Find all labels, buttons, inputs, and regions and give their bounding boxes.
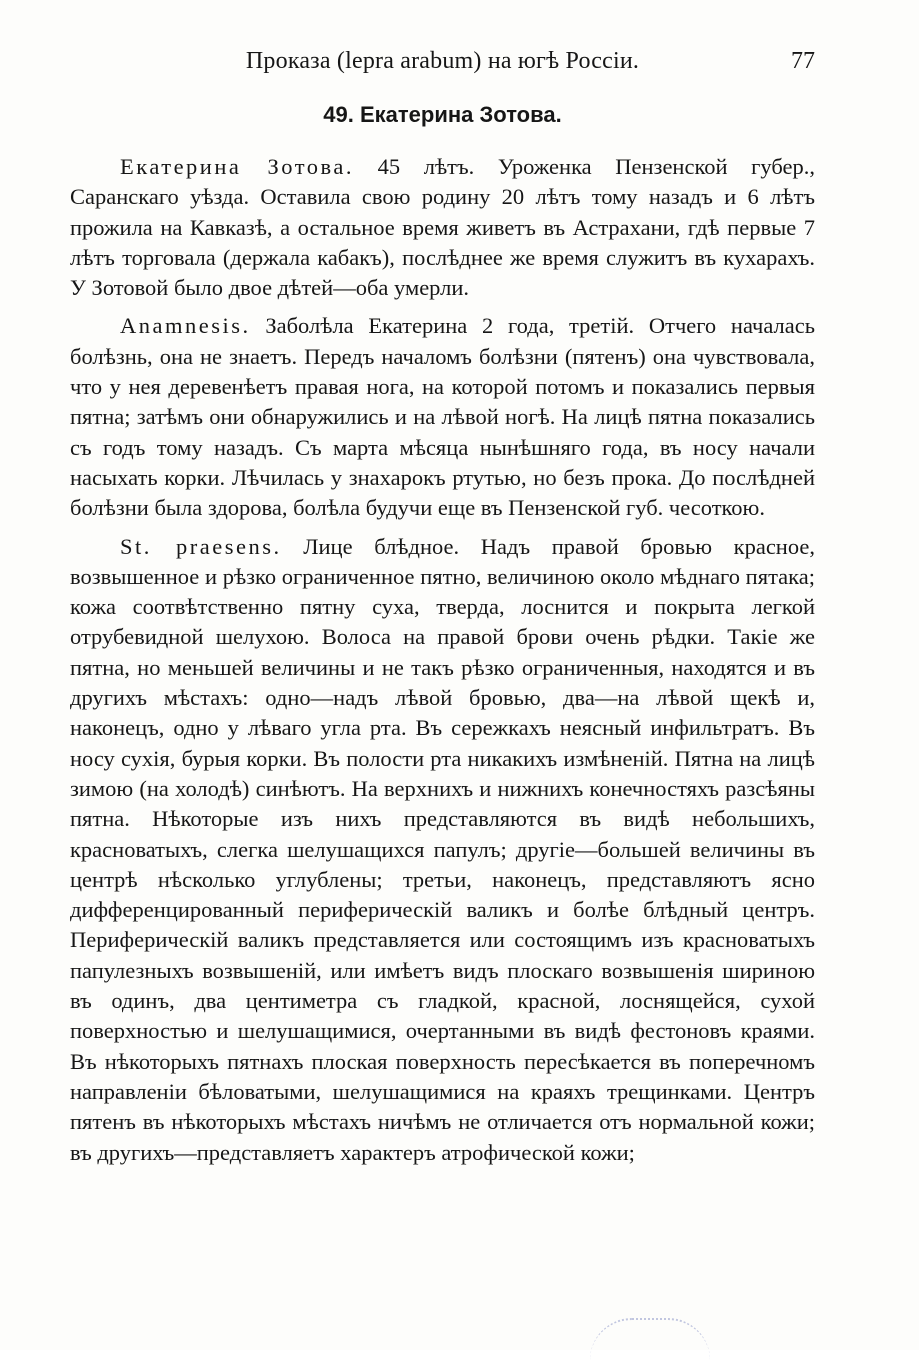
library-stamp-fragment <box>590 1318 710 1360</box>
paragraph-status-praesens-text: Лице блѣдное. Надъ правой бровью красное, возвышенное и рѣзко ограниченное пятно, величиною около мѣднаго пятака; кожа соотвѣтственно пятну суха, тверда, лоснится и покрыта легкой отрубевидной шелухою. Волоса на правой брови очень рѣдки. Такіе же пятна, но меньшей величины и не такъ рѣзко ограниченныя, находятся и въ другихъ мѣстахъ: одно—надъ лѣвой бровью, два—на лѣвой щекѣ и, наконецъ, одно у лѣваго угла рта. Въ сережкахъ неясный инфильтратъ. Въ носу сухія, бурыя корки. Въ полости рта никакихъ измѣненій. Пятна на лицѣ зимою (на холодѣ) синѣютъ. На верхнихъ и нижнихъ конечностяхъ разсѣяны пятна. Нѣкоторые изъ нихъ представляются въ видѣ небольшихъ, красноватыхъ, слегка шелушащихся папулъ; другіе—большей величины въ центрѣ нѣсколько углублены; третьи, наконецъ, представляютъ ясно дифференцированный периферическій валикъ и болѣе блѣдный центръ. Периферическій валикъ представляется или состоящимъ изъ красноватыхъ папулезныхъ возвышеній, или имѣетъ видъ плоскаго возвышенія шириною въ одинъ, два центиметра съ гладкой, красной, лоснящейся, сухой поверхностью и шелушащимися, очертанными въ видѣ фестоновъ краями. Въ нѣкоторыхъ пятнахъ плоская поверхность пересѣкается въ поперечномъ направленіи бѣловатыми, шелушащимися на краяхъ трещинками. Центръ пятенъ въ нѣкоторыхъ мѣстахъ ничѣмъ не отличается отъ нормальной кожи; въ другихъ—представляетъ характеръ атрофической кожи; <box>70 533 815 1165</box>
body-text <box>70 152 815 1176</box>
paragraph-anamnesis-text: Заболѣла Екатерина 2 года, третій. Отчего началась болѣзнь, она не знаетъ. Передъ началомъ болѣзни (пятенъ) она чувствовала, что у нея деревенѣетъ правая нога, на которой потомъ и показались первыя пятна; затѣмъ они обнаружились и на лѣвой ногѣ. На лицѣ пятна показались съ годъ тому назадъ. Съ марта мѣсяца нынѣшняго года, въ носу начали насыхать корки. Лѣчилась у знахарокъ ртутью, но безъ прока. До послѣдней болѣзни была здорова, болѣла будучи еще въ Пензенской губ. чесоткою. <box>70 313 815 521</box>
anamnesis-term: Anamnesis. <box>120 313 251 339</box>
section-title: 49. Екатерина Зотова. <box>323 102 562 127</box>
paragraph-anamnesis <box>70 311 815 523</box>
patient-name: Екатерина Зотова. <box>120 154 354 179</box>
paragraph-status-praesens <box>70 532 815 1168</box>
paragraph-biography-text: 45 лѣтъ. Уроженка Пензенской губер., Саранскаго уѣзда. Оставила свою родину 20 лѣтъ тому назадъ и 6 лѣтъ прожила на Кавказѣ, а остальное время живетъ въ Астрахани, гдѣ первые 7 лѣтъ торговала (держала кабакъ), послѣднее же время служитъ въ кухарахъ. У Зотовой было двое дѣтей—оба умерли. <box>70 154 815 301</box>
paragraph-biography <box>70 152 815 303</box>
running-header <box>70 44 815 78</box>
running-title: Проказа (lepra arabum) на югѣ Россіи. <box>245 48 640 74</box>
page-number: 77 <box>791 48 815 74</box>
status-praesens-term: St. praesens. <box>120 533 282 559</box>
